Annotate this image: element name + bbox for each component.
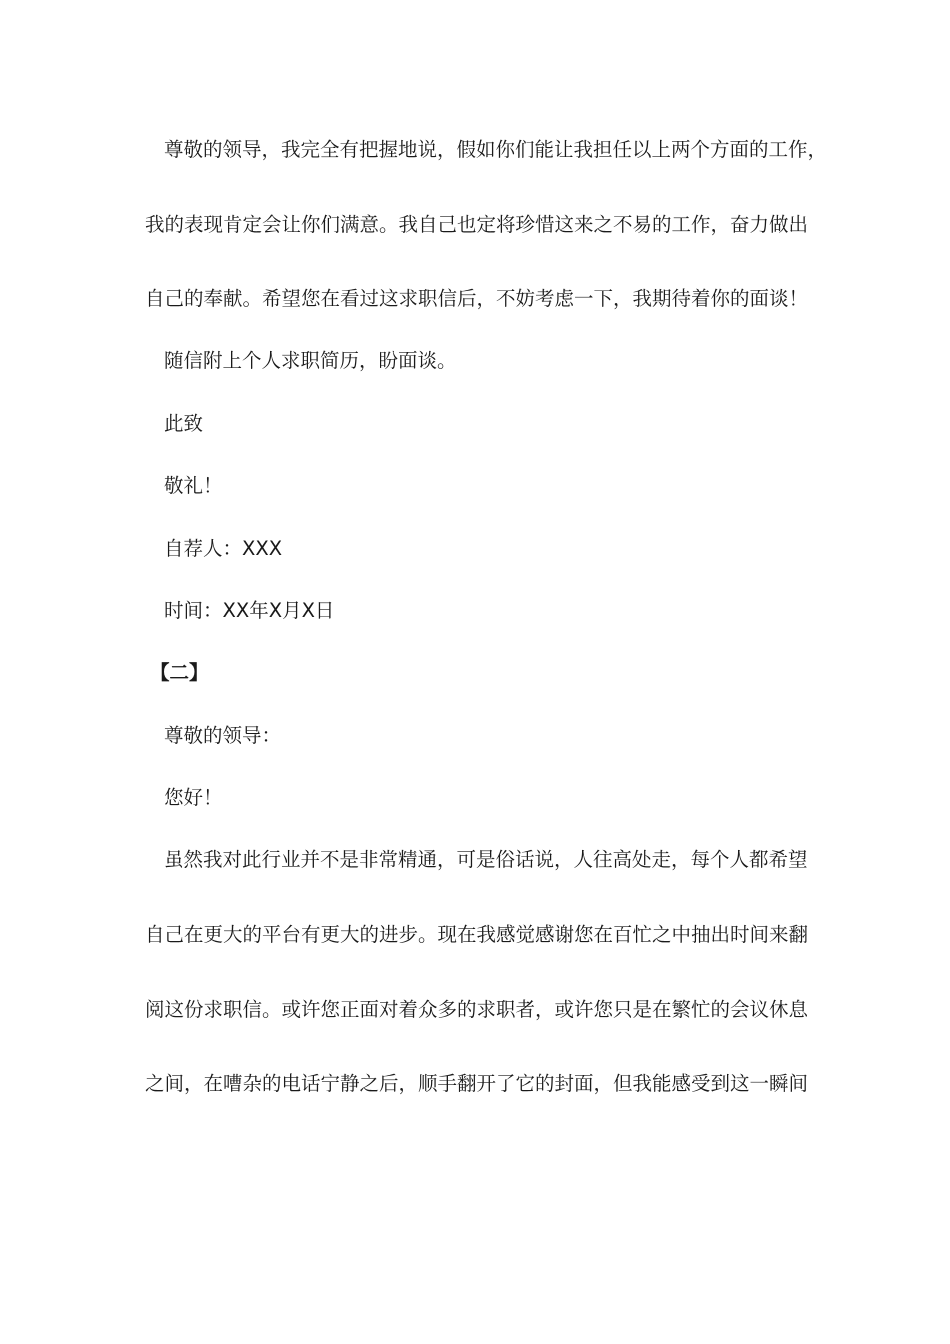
section2-line3: 阅这份求职信。或许您正面对着众多的求职者，或许您只是在繁忙的会议休息 [145, 998, 809, 1021]
section2-line2: 自己在更大的平台有更大的进步。现在我感觉感谢您在百忙之中抽出时间来翻 [145, 923, 809, 946]
attachment-note: 随信附上个人求职简历，盼面谈。 [164, 349, 457, 372]
closing-zhizhi: 此致 [164, 412, 204, 435]
closing-date: 时间：XX年X月X日 [164, 599, 335, 622]
section2-heading: 【二】 [150, 661, 209, 684]
closing-signer: 自荐人：XXX [164, 537, 283, 560]
section2-line1: 虽然我对此行业并不是非常精通，可是俗话说，人往高处走，每个人都希望 [164, 848, 808, 871]
paragraph1-line3: 自己的奉献。希望您在看过这求职信后，不妨考虑一下，我期待着你的面谈！ [145, 287, 809, 310]
section2-greeting: 您好！ [164, 786, 223, 809]
section2-salutation: 尊敬的领导： [164, 724, 282, 747]
section2-line4: 之间，在嘈杂的电话宁静之后，顺手翻开了它的封面，但我能感受到这一瞬间 [145, 1072, 809, 1095]
closing-jingli: 敬礼！ [164, 474, 223, 497]
paragraph1-line2: 我的表现肯定会让你们满意。我自己也定将珍惜这来之不易的工作，奋力做出 [145, 213, 809, 236]
paragraph1-line1: 尊敬的领导，我完全有把握地说，假如你们能让我担任以上两个方面的工作， [164, 138, 828, 161]
